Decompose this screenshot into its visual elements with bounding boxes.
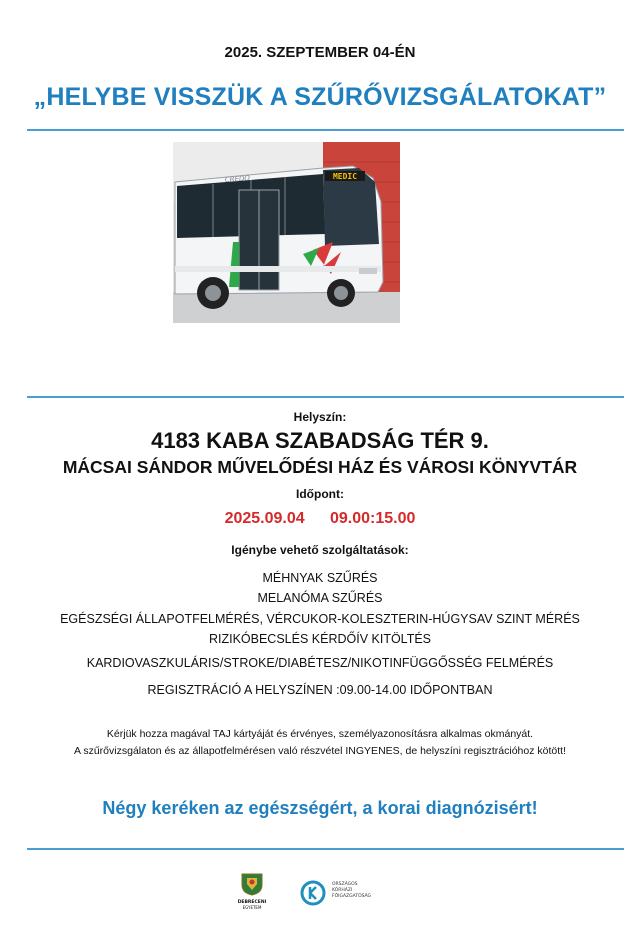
time-value: 2025.09.04 09.00:15.00: [224, 510, 416, 527]
venue-name: MÁCSAI SÁNDOR MŰVELŐDÉSI HÁZ ÉS VÁROSI KÖNYVTÁR: [62, 457, 578, 477]
registration-info: REGISZTRÁCIÓ A HELYSZÍNEN :09.00-14.00 IDŐPONTBAN: [147, 683, 493, 697]
divider-top: [27, 129, 624, 131]
divider-middle: [27, 396, 624, 398]
debrecen-university-logo: [234, 872, 270, 912]
service-item: KARDIOVASZKULÁRIS/STROKE/DIABÉTESZ/NIKOTINFÜGGŐSSÉG FELMÉRÉS: [86, 656, 554, 670]
okfo-emblem-icon: [300, 880, 326, 906]
note-line-2: A szűrővizsgálaton és az állapotfelmérésen való részvétel INGYENES, de helyszíni regisztrációhoz kötött!: [74, 745, 566, 757]
crest-icon: [239, 872, 265, 896]
venue-label: Helyszín:: [293, 410, 347, 424]
venue-address: 4183 KABA SZABADSÁG TÉR 9.: [151, 428, 489, 453]
bus-photo: [173, 142, 400, 323]
divider-bottom: [27, 848, 624, 850]
time-label: Időpont:: [296, 487, 344, 501]
okfo-logo-line-1: ORSZÁGOS: [332, 882, 358, 887]
services-label: Igénybe vehető szolgáltatások:: [231, 543, 409, 557]
slogan: Négy keréken az egészségért, a korai diagnózisért!: [102, 798, 538, 818]
note-line-1: Kérjük hozza magával TAJ kártyáját és érvényes, személyazonosításra alkalmas okmányát.: [106, 728, 534, 740]
destination-sign: MEDIC: [332, 172, 358, 181]
okfo-logo-line-3: FŐIGAZGATÓSÁG: [332, 894, 372, 899]
service-item: EGÉSZSÉGI ÁLLAPOTFELMÉRÉS, VÉRCUKOR-KOLESZTERIN-HÚGYSAV SZINT MÉRÉS: [60, 612, 580, 626]
bus-model-text: CREDO: [224, 174, 251, 184]
okfo-logo-line-2: KÓRHÁZI: [332, 888, 353, 893]
okfo-logo: [300, 878, 390, 912]
service-item: MELANÓMA SZŰRÉS: [257, 591, 383, 605]
page-title: „HELYBE VISSZÜK A SZŰRŐVIZSGÁLATOKAT”: [33, 83, 607, 111]
service-item: MÉHNYAK SZŰRÉS: [262, 571, 378, 585]
debrecen-logo-line-2: EGYETEM: [242, 905, 262, 910]
event-date: 2025. SZEPTEMBER 04-ÉN: [224, 44, 416, 61]
debrecen-logo-line-1: DEBRECENI: [237, 900, 267, 905]
service-item: RIZIKÓBECSLÉS KÉRDŐÍV KITÖLTÉS: [208, 632, 432, 646]
